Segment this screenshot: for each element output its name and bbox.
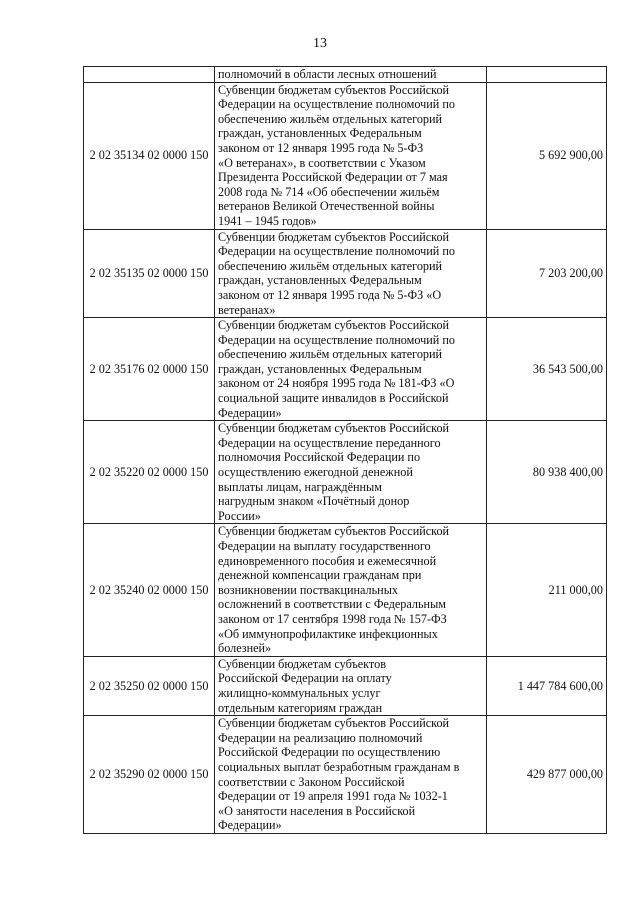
description-line: Президента Российской Федерации от 7 мая (218, 170, 448, 185)
description-line: Федерации» (218, 405, 282, 420)
description-line: обеспечению жильём отдельных категорий (218, 111, 443, 126)
amount-cell: 36 543 500,00 (487, 318, 607, 421)
description-line: граждан, установленных Федеральным (218, 126, 422, 141)
amount-cell: 7 203 200,00 (487, 229, 607, 318)
description-line: ветеранов Великой Отечественной войны (218, 199, 435, 214)
description-line: выплаты лицам, награждённым (218, 479, 382, 494)
amount-cell (487, 67, 607, 83)
description-line: «О занятости населения в Российской (218, 803, 416, 818)
description-line: возникновении поствакцинальных (218, 582, 398, 597)
budget-code-cell: 2 02 35135 02 0000 150 (84, 229, 215, 318)
amount-cell: 211 000,00 (487, 524, 607, 656)
amount-cell: 1 447 784 600,00 (487, 656, 607, 715)
description-line: единовременного пособия и ежемесячной (218, 553, 437, 568)
budget-code-cell: 2 02 35250 02 0000 150 (84, 656, 215, 715)
description-line: отдельным категориям граждан (218, 700, 383, 715)
table-row (84, 82, 607, 229)
budget-code-cell: 2 02 35176 02 0000 150 (84, 318, 215, 421)
budget-code-cell: 2 02 35240 02 0000 150 (84, 524, 215, 656)
description-line: Субвенции бюджетам субъектов Российской (218, 524, 450, 539)
description-line: «Об иммунопрофилактике инфекционных (218, 626, 438, 641)
description-line: денежной компенсации гражданам при (218, 568, 422, 583)
description-cell (215, 67, 487, 83)
description-line: Федерации на осуществление полномочий по (218, 244, 455, 259)
description-line: болезней» (218, 641, 272, 656)
description-line: Российской Федерации на оплату (218, 671, 392, 686)
description-cell (215, 524, 487, 656)
description-line: осложнений в соответствии с Федеральным (218, 597, 446, 612)
table-row (84, 524, 607, 656)
description-line: нагрудным знаком «Почётный донор (218, 494, 410, 509)
budget-code-cell (84, 67, 215, 83)
description-line: Субвенции бюджетам субъектов Российской (218, 229, 450, 244)
amount-cell: 5 692 900,00 (487, 82, 607, 229)
amount-cell: 80 938 400,00 (487, 421, 607, 524)
description-cell (215, 229, 487, 318)
budget-code-cell: 2 02 35290 02 0000 150 (84, 716, 215, 834)
description-line: ветеранах» (218, 302, 276, 317)
description-line: Субвенции бюджетам субъектов Российской (218, 716, 450, 731)
description-line: жилищно-коммунальных услуг (218, 685, 381, 700)
description-cell (215, 656, 487, 715)
description-line: осуществлению ежегодной денежной (218, 465, 413, 480)
description-line: Субвенции бюджетам субъектов Российской (218, 318, 450, 333)
description-line: граждан, установленных Федеральным (218, 273, 422, 288)
description-line: граждан, установленных Федеральным (218, 361, 422, 376)
description-cell (215, 421, 487, 524)
table-row (84, 229, 607, 318)
description-line: полномочий в области лесных отношений (218, 67, 437, 81)
table-row (84, 716, 607, 834)
description-line: законом от 24 ноября 1995 года № 181-ФЗ «О (218, 376, 455, 391)
description-line: законом от 12 января 1995 года № 5-ФЗ (218, 140, 424, 155)
description-line: Федерации на выплату государственного (218, 539, 431, 553)
description-cell (215, 716, 487, 834)
description-line: Субвенции бюджетам субъектов Российской (218, 82, 450, 97)
description-line: Федерации на реализацию полномочий (218, 730, 423, 745)
description-line: Субвенции бюджетам субъектов Российской (218, 421, 450, 436)
description-line: 1941 – 1945 годов» (218, 213, 317, 228)
budget-code-cell: 2 02 35220 02 0000 150 (84, 421, 215, 524)
description-line: Федерации» (218, 818, 282, 833)
budget-code-cell: 2 02 35134 02 0000 150 (84, 82, 215, 229)
description-line: полномочия Российской Федерации по (218, 450, 421, 465)
description-line: обеспечению жильём отдельных категорий (218, 258, 443, 273)
description-line: соответствии с Законом Российской (218, 774, 405, 789)
description-cell (215, 82, 487, 229)
budget-table (83, 66, 607, 834)
description-line: Федерации на осуществление полномочий по (218, 97, 455, 112)
table-row (84, 656, 607, 715)
table-row (84, 67, 607, 83)
description-line: Федерации на осуществление переданного (218, 435, 441, 450)
description-line: законом от 17 сентября 1998 года № 157-ФЗ (218, 611, 447, 626)
description-line: законом от 12 января 1995 года № 5-ФЗ «О (218, 287, 442, 302)
table-row (84, 318, 607, 421)
description-cell (215, 318, 487, 421)
description-line: обеспечению жильём отдельных категорий (218, 347, 443, 362)
table-row (84, 421, 607, 524)
description-line: Субвенции бюджетам субъектов (218, 656, 386, 671)
description-line: Федерации на осуществление полномочий по (218, 332, 455, 347)
description-line: Федерации от 19 апреля 1991 года № 1032-1 (218, 789, 448, 804)
amount-cell: 429 877 000,00 (487, 716, 607, 834)
description-line: Российской Федерации по осуществлению (218, 745, 441, 760)
description-line: социальных выплат безработным гражданам в (218, 759, 460, 774)
budget-table-body (84, 67, 607, 834)
description-line: «О ветеранах», в соответствии с Указом (218, 155, 426, 170)
page-number: 13 (313, 36, 327, 51)
description-line: России» (218, 508, 261, 523)
description-line: социальной защите инвалидов в Российской (218, 391, 449, 406)
description-line: 2008 года № 714 «Об обеспечении жильём (218, 184, 440, 199)
